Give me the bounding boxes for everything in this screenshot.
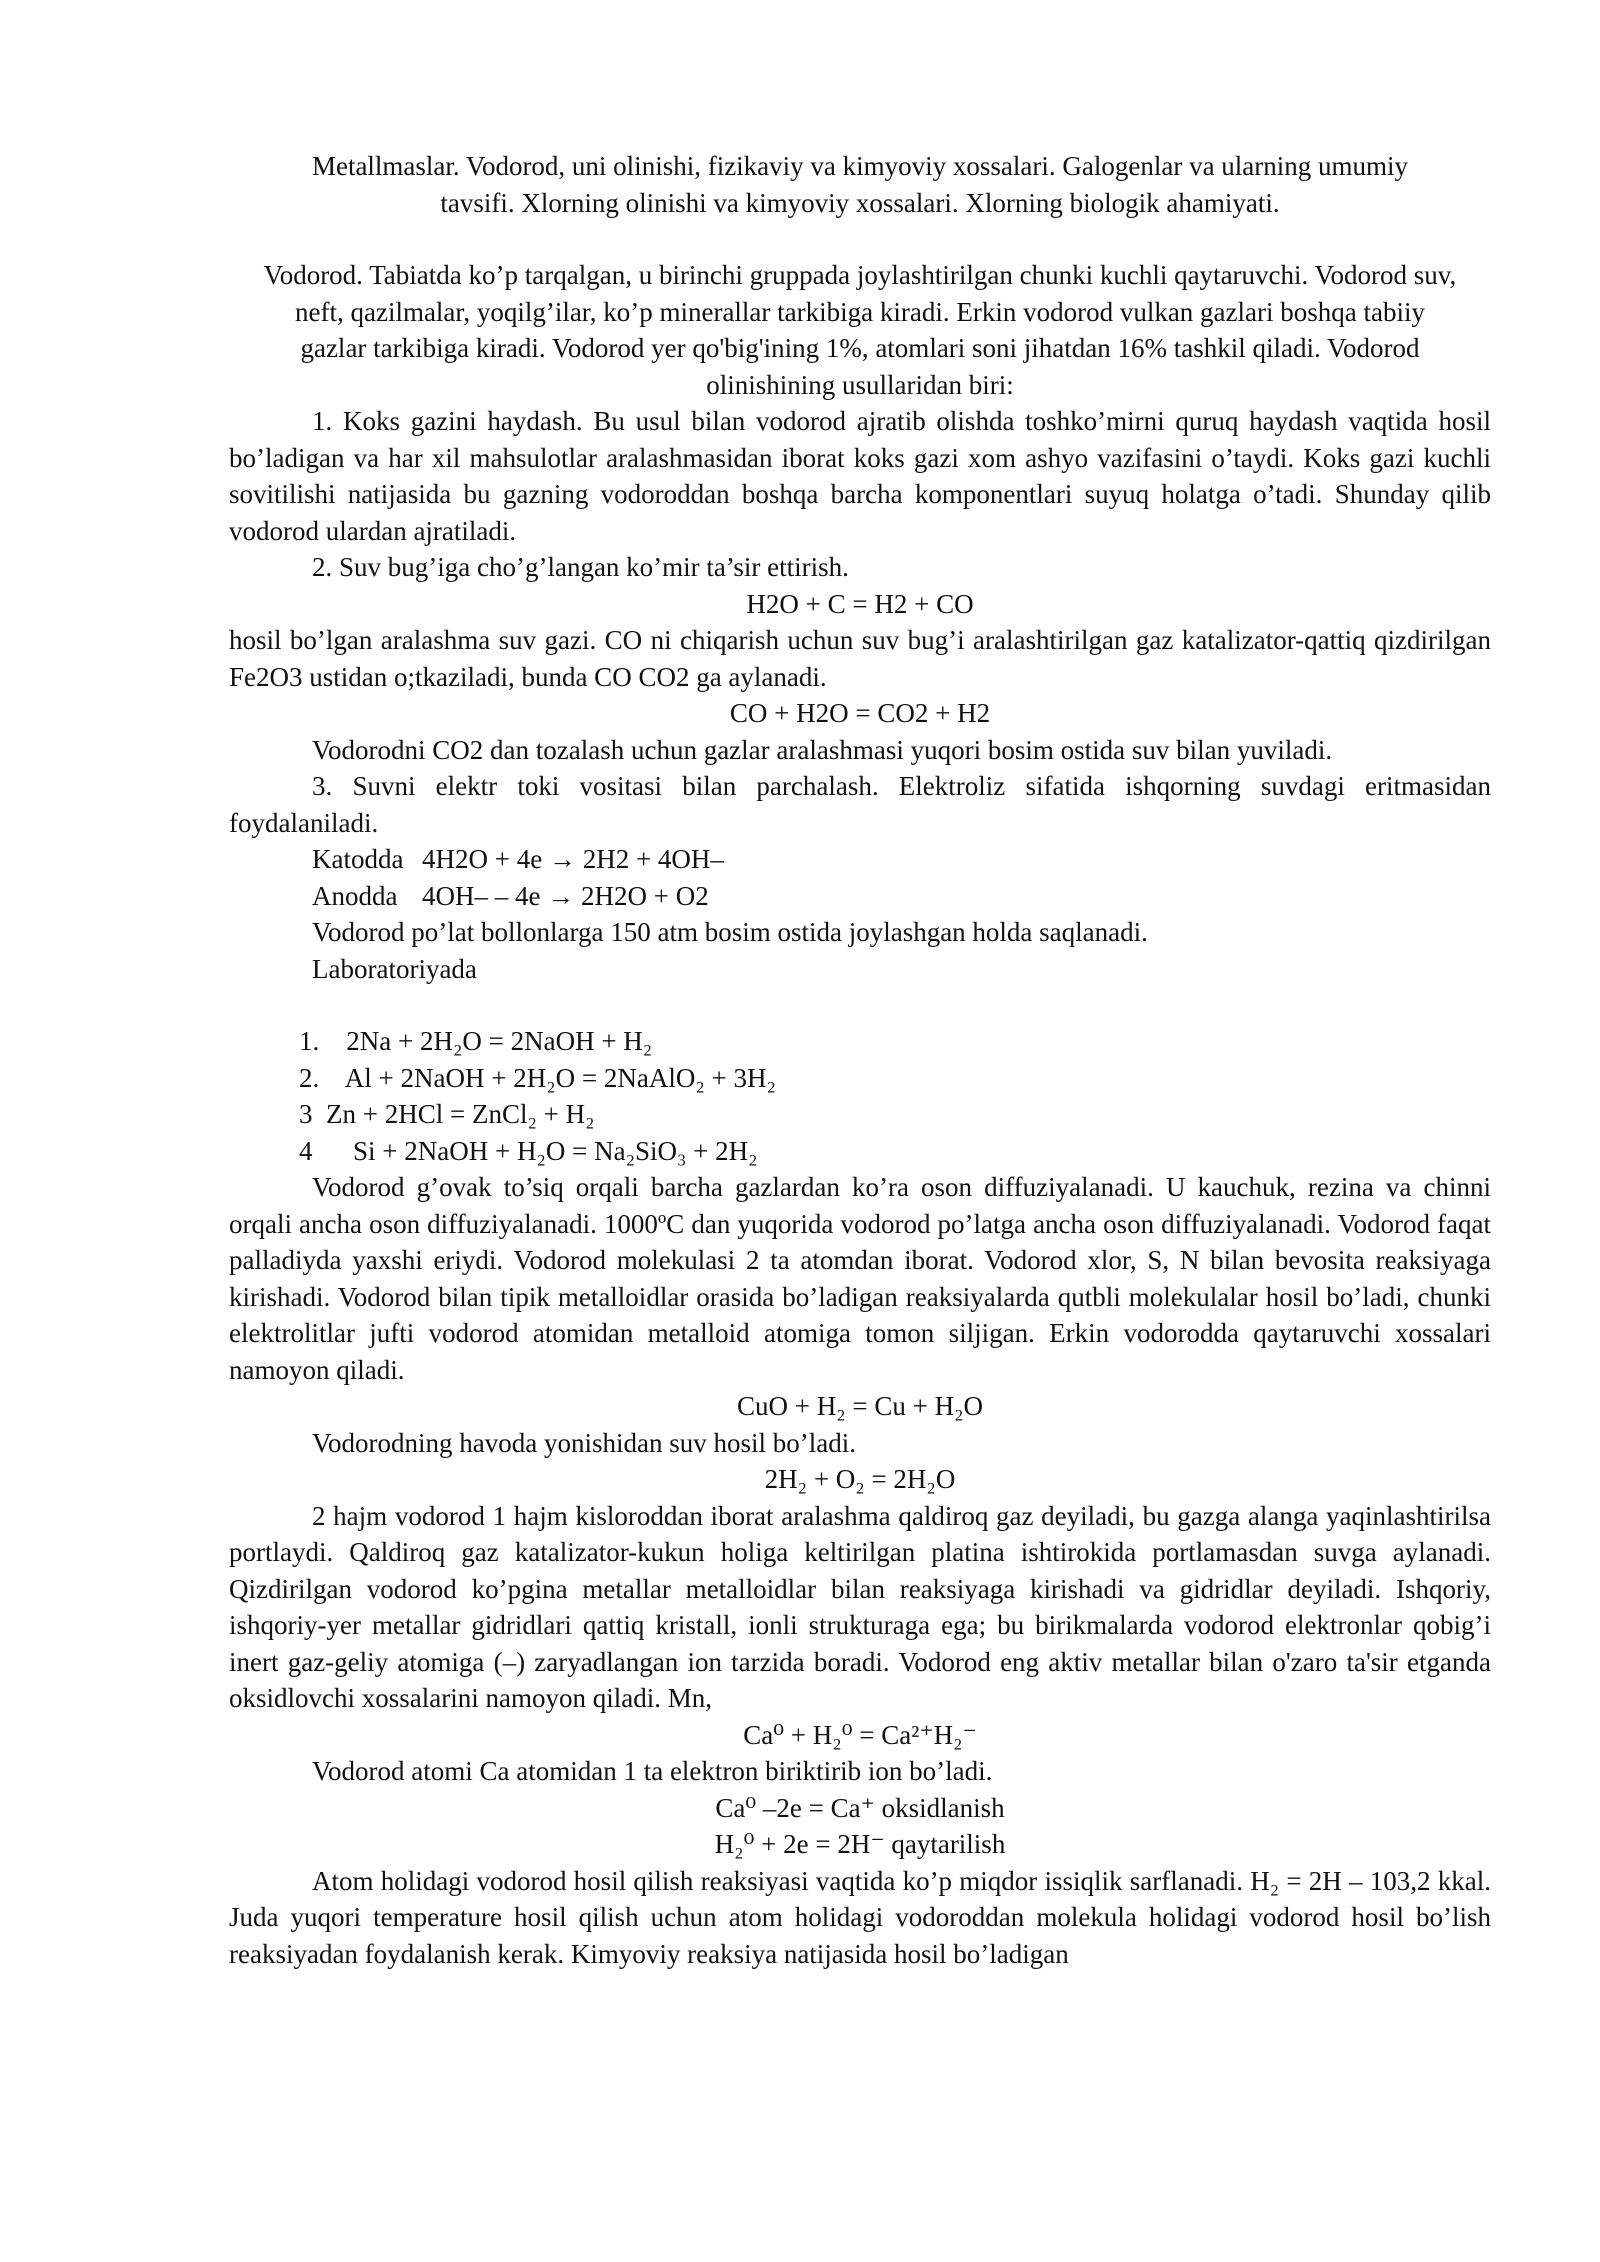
equation-oxidation: Ca⁰ –2e = Ca⁺ oksidlanish	[715, 1792, 1005, 1823]
cathode-equation: 4H2O + 4e → 2H2 + 4OH–	[422, 844, 724, 874]
explosive-gas-paragraph: 2 hajm vodorod 1 hajm kisloroddan iborat aralashma qaldiroq gaz deyiladi, bu gazga alanga yaqinlashtirilsa portlaydi. Qaldiroq gaz katalizator-kukun holiga keltirilgan platina ishtirokida portlamasdan suvga aylanadi. Qizdirilgan vodorod ko’pgina metallar metalloidlar bilan reaksiyaga kirishadi va gidridlar deyiladi. Ishqoriy, ishqoriy-yer metallar gidridlari qattiq kristall, ionli strukturaga ega; bu birikmalarda vodorod elektronlar qobig’i inert gaz-geliy atomiga (–) zaryadlangan ion tarzida boradi. Vodorod eng aktiv metallar bilan o'zaro ta'sir etganda oksidlovchi xossalarini namoyon qiladi. Mn,	[229, 1500, 1491, 1713]
atomic-hydrogen-paragraph: Atom holidagi vodorod hosil qilish reaksiyasi vaqtida ko’p miqdor issiqlik sarflanadi. H₂ = 2H – 103,2 kkal. Juda yuqori temperature hosil qilish uchun atom holidagi vodoroddan molekula holidagi vodorod hosil bo’lish reaksiyadan foydalanish kerak. Kimyoviy reaksiya natijasida hosil bo’ladigan	[229, 1865, 1491, 1969]
burning-paragraph: Vodorodning havoda yonishidan suv hosil bo’ladi.	[312, 1427, 856, 1458]
anode-row	[229, 878, 1491, 915]
method-2-heading: 2. Suv bug’iga cho’g’langan ko’mir ta’sir ettirish.	[312, 552, 849, 582]
storage-paragraph: Vodorod po’lat bollonlarga 150 atm bosim ostida joylashgan holda saqlanadi.	[312, 917, 1148, 947]
cathode-label: Katodda	[312, 844, 404, 874]
lab-reaction-1: 1. 2Na + 2H₂O = 2NaOH + H₂	[299, 1026, 653, 1056]
anode-equation: 4OH– – 4e → 2H2O + O2	[422, 880, 709, 911]
cathode-row	[229, 841, 1491, 878]
method-1-paragraph: 1. Koks gazini haydash. Bu usul bilan vodorod ajratib olishda toshko’mirni quruq haydash vaqtida hosil bo’ladigan va har xil mahsulotlar aralashmasidan iborat koks gazi xom ashyo vazifasini o’taydi. Koks gazi kuchli sovitilishi natijasida bu gazning vodoroddan boshqa barcha komponentlari suyuq holatga o’tadi. Shunday qilib vodorod ulardan ajratiladi.	[229, 406, 1491, 546]
equation-cuo: CuO + H₂ = Cu + H₂O	[736, 1391, 984, 1421]
document-title: Metallmaslar. Vodorod, uni olinishi, fizikaviy va kimyoviy xossalari. Galogenlar va ularning umumiy tavsifi. Xlorning olinishi va kimyoviy xossalari. Xlorning biologik ahamiyati.	[311, 151, 1409, 218]
calcium-paragraph: Vodorod atomi Ca atomidan 1 ta elektron biriktirib ion bo’ladi.	[312, 1756, 993, 1786]
intro-paragraph: Vodorod. Tabiatda ko’p tarqalgan, u birinchi gruppada joylashtirilgan chunki kuchli qaytaruvchi. Vodorod suv, neft, qazilmalar, yoqilg’ilar, ko’p minerallar tarkibiga kiradi. Erkin vodorod vulkan gazlari boshqa tabiiy gazlar tarkibiga kiradi. Vodorod yer qo'big'ining 1%, atomlari soni jihatdan 16% tashkil qiladi. Vodorod olinishining usullaridan biri:	[263, 260, 1457, 400]
laboratory-heading: Laboratoriyada	[312, 953, 477, 984]
method-3-paragraph: 3. Suvni elektr toki vositasi bilan parchalash. Elektroliz sifatida ishqorning suvdagi eritmasidan foydalaniladi.	[229, 771, 1491, 838]
diffusion-paragraph: Vodorod g’ovak to’siq orqali barcha gazlardan ko’ra oson diffuziyalanadi. U kauchuk, rezina va chinni orqali ancha oson diffuziyalanadi. 1000ºC dan yuqorida vodorod po’latga ancha oson diffuziyalanadi. Vodorod faqat palladiyda yaxshi eriydi. Vodorod molekulasi 2 ta atomdan iborat. Vodorod xlor, S, N bilan bevosita reaksiyaga kirishadi. Vodorod bilan tipik metalloidlar orasida bo’ladigan reaksiyalarda qutbli molekulalar hosil bo’ladi, chunki elektrolitlar jufti vodorod atomidan metalloid atomiga tomon siljigan. Erkin vodorodda qaytaruvchi xossalari namoyon qiladi.	[229, 1172, 1491, 1385]
equation-water-gas: H2O + C = H2 + CO	[746, 588, 974, 619]
lab-reaction-2: 2. Al + 2NaOH + 2H₂O = 2NaAlO₂ + 3H₂	[299, 1062, 776, 1093]
lab-reactions-list	[229, 1023, 1491, 1169]
co2-removal-paragraph: Vodorodni CO2 dan tozalash uchun gazlar aralashmasi yuqori bosim ostida suv bilan yuviladi.	[312, 734, 1333, 765]
equation-water-formation: 2H₂ + O₂ = 2H₂O	[764, 1464, 956, 1494]
water-gas-paragraph: hosil bo’lgan aralashma suv gazi. CO ni chiqarish uchun suv bug’i aralashtirilgan gaz katalizator-qattiq qizdirilgan Fe2O3 ustidan o;tkaziladi, bunda CO CO2 ga aylanadi.	[229, 625, 1491, 692]
lab-reaction-4: 4 Si + 2NaOH + H₂O = Na₂SiO₃ + 2H₂	[299, 1135, 758, 1166]
document-page	[229, 148, 1491, 1972]
lab-reaction-3: 3 Zn + 2HCl = ZnCl₂ + H₂	[299, 1099, 595, 1129]
equation-shift: CO + H2O = CO2 + H2	[729, 698, 991, 728]
equation-calcium-hydride: Ca⁰ + H₂⁰ = Ca²⁺H₂⁻	[743, 1719, 977, 1750]
anode-label: Anodda	[312, 880, 398, 911]
equation-reduction: H₂⁰ + 2e = 2H⁻ qaytarilish	[714, 1829, 1006, 1859]
